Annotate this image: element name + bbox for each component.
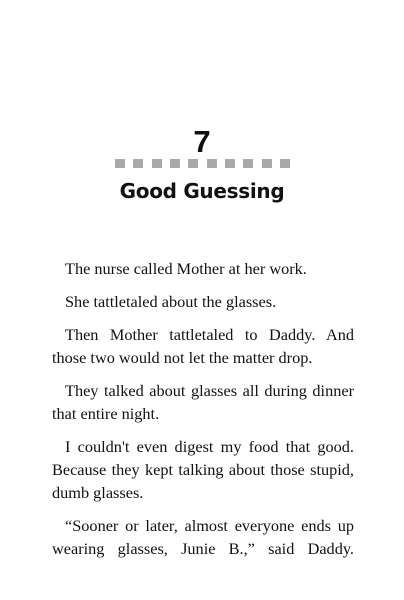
divider-square xyxy=(133,159,143,168)
divider-square xyxy=(188,159,198,168)
paragraph: The nurse called Mother at her work. xyxy=(65,259,307,278)
chapter-number: 7 xyxy=(193,124,211,159)
divider-square xyxy=(207,159,217,168)
divider-square xyxy=(225,159,235,168)
divider-square xyxy=(243,159,253,168)
paragraph: They talked about glasses all during dinner that entire night. xyxy=(52,381,354,423)
chapter-body xyxy=(52,257,354,560)
paragraph: I couldn't even digest my food that good. Because they kept talking about those stupid, dumb glasses. xyxy=(52,437,354,502)
divider-square xyxy=(280,159,290,168)
paragraph: Then Mother tattletaled to Daddy. And those two would not let the matter drop. xyxy=(52,325,354,367)
divider-square xyxy=(115,159,125,168)
chapter-title: Good Guessing xyxy=(119,179,285,203)
divider-square xyxy=(170,159,180,168)
paragraph: She tattletaled about the glasses. xyxy=(65,292,277,311)
divider-square xyxy=(152,159,162,168)
paragraph: “Sooner or later, almost everyone ends up wearing glasses, Junie B.,” said Daddy. xyxy=(52,516,354,558)
divider-square xyxy=(262,159,272,168)
chapter-divider xyxy=(115,159,290,168)
